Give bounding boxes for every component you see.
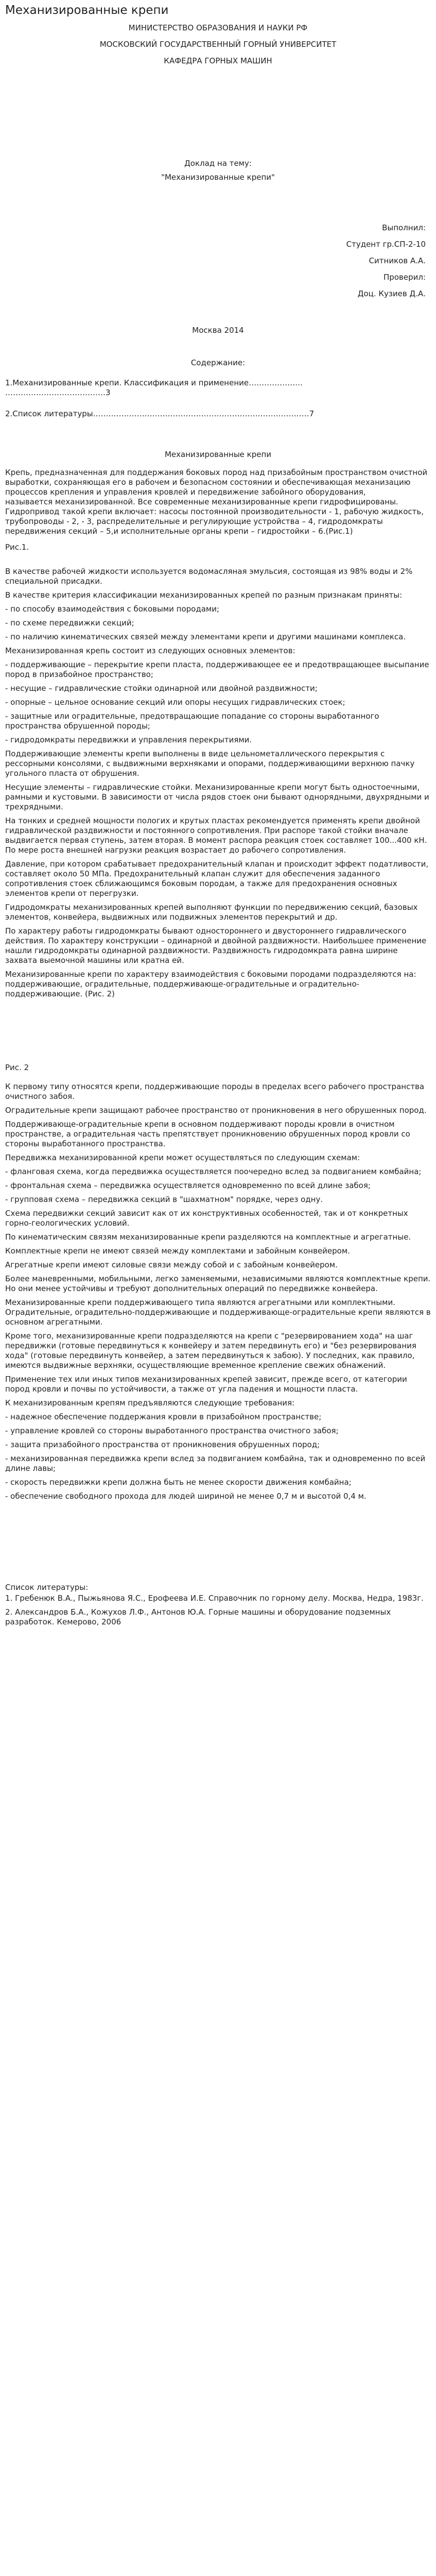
section-body-1 (5, 468, 431, 536)
section-title: Механизированные крепи (164, 450, 272, 459)
paragraph: Применение тех или иных типов механизированных крепей зависит, прежде всего, от категории пород кровли и почвы по устойчивости, а также от угла падения и мощности пласта. (5, 1375, 407, 1394)
document (5, 3, 431, 1627)
ministry-header (5, 21, 431, 68)
reference-item: 2. Александров Б.А., Кожухов Л.Ф., Антонов Ю.А. Горные машины и оборудование подземных разработок. Кемерово, 2006 (5, 1607, 391, 1626)
author-line: Студент гр.СП-2-10 (346, 240, 426, 249)
contents-item: …………………………………3 (5, 388, 111, 397)
paragraph: Механизированные крепи по характеру взаимодействия с боковыми породами подразделяются на: поддерживающие, оградительные, поддерживающе-оградительные и оградительно-поддерживающие. (Рис. 2) (5, 970, 416, 998)
list-item: - защита призабойного пространства от проникновения обрушенных пород; (5, 1440, 320, 1449)
contents-list (5, 378, 431, 419)
section-body-3 (5, 1082, 431, 1501)
figure-1-label: Рис.1. (5, 543, 29, 552)
header-line: МОСКОВСКИЙ ГОСУДАРСТВЕННЫЙ ГОРНЫЙ УНИВЕРСИТЕТ (99, 40, 337, 49)
paragraph: К первому типу относятся крепи, поддерживающие породы в пределах всего рабочего пространства очистного забоя. (5, 1082, 425, 1101)
header-line: МИНИСТЕРСТВО ОБРАЗОВАНИЯ И НАУКИ РФ (128, 23, 308, 32)
paragraph: Оградительные крепи защищают рабочее пространство от проникновения в него обрушенных пород. (5, 1106, 427, 1115)
paragraph: По кинематическим связям механизированные крепи разделяются на комплектные и агрегатные. (5, 1232, 411, 1242)
list-item: - фланговая схема, когда передвижка осуществляется поочередно вслед за подвиганием комбайна; (5, 1167, 422, 1176)
list-item: - управление кровлей со стороны выработанного пространства очистного забоя; (5, 1426, 339, 1435)
paragraph: Более маневренными, мобильными, легко заменяемыми, независимыми являются комплектные крепи. Но они менее устойчивы и требуют дополнительных операций по передвижке конвейера. (5, 1274, 431, 1293)
paragraph: называется механизированной. Все современные механизированные крепи гидрофицированы. Гидропривод такой крепи включает: насосы постоянной производительности - 1, рабочую жидкость, трубопроводы - 2, - 3, распределительные и регулирующие устройства – 4, гидродомкраты передвижения секций – 5,и исполнительные органы крепи – гидростойки – 6.(Рис.1) (5, 497, 424, 536)
paragraph: Поддерживающе-оградительные крепи в основном поддерживают породы кровли в очистном пространстве, а оградительная часть препятствует проникновению обрушенных пород кровли со стороны выработанного пространства. (5, 1120, 410, 1148)
paragraph: Механизированные крепи поддерживающего типа являются агрегатными или комплектными. Оградительные, оградительно-поддерживающие и поддерживающе-оградительные крепи являются в основном агрегатными. (5, 1298, 431, 1327)
list-item: - фронтальная схема – передвижка осуществляется одновременно по всей длине забоя; (5, 1181, 371, 1190)
list-item: - по наличию кинематических связей между элементами крепи и другими машинами комплекса. (5, 632, 406, 641)
paragraph: В качестве рабочей жидкости используется водомасляная эмульсия, состоящая из 98% воды и 2% специальной присадки. (5, 567, 413, 586)
paragraph: В качестве критерия классификации механизированных крепей по разным признакам приняты: (5, 590, 403, 600)
list-item: - по схеме передвижки секций; (5, 618, 134, 628)
paragraph: По характеру работы гидродомкраты бывают одностороннего и двустороннего гидравлического действия. По характеру конструкции – одинарной и двойной раздвижности. Наибольшее применение нашли гидродомкраты одинарной раздвижности. Раздвижность гидродомкрата равна ширине захвата выемочной машины или кратна ей. (5, 926, 427, 965)
references-list (5, 1594, 431, 1627)
paragraph: На тонких и средней мощности пологих и крутых пластах рекомендуется применять крепи двойной гидравлической раздвижности и постоянного сопротивления. При распоре такой стойки вначале выдвигается первая ступень, затем вторая. В момент распора реакция стоек составляет 100...400 кН. По мере роста внешней нагрузки реакция возрастает до рабочего сопротивления. (5, 816, 427, 855)
list-item: - скорость передвижки крепи должна быть не менее скорости движения комбайна; (5, 1478, 352, 1487)
author-line: Ситников А.А. (369, 256, 426, 265)
list-item: - по способу взаимодействия с боковыми породами; (5, 604, 220, 614)
author-block (5, 219, 431, 302)
paragraph: Крепь, предназначенная для поддержания боковых пород над призабойным пространством очистной выработки, сохраняющая его в рабочем и безопасном состоянии и обеспечивающая механизацию процессов крепления и управления кровлей и передвижение забойного оборудования, (5, 468, 428, 497)
paragraph: Кроме того, механизированные крепи подразделяются на крепи с "резервированием хода" на шаг передвижки (готовые передвинуться к конвейеру и затем передвинуть его) и "без резервирования хода" (готовые передвинуть конвейер, а затем передвинуться к забою). У последних, как правило, имеются выдвижные верхняки, осуществляющие временное крепление свежих обнажений. (5, 1331, 416, 1370)
list-item: - защитные или оградительные, предотвращающие попадание со стороны выработанного пространства обрушенной породы; (5, 711, 379, 731)
paragraph: Передвижка механизированной крепи может осуществляться по следующим схемам: (5, 1153, 360, 1162)
contents-title: Содержание: (190, 358, 246, 367)
report-line: "Механизированные крепи" (161, 173, 275, 182)
paragraph: Схема передвижки секций зависит как от их конструктивных особенностей, так и от конкретных горно-геологических условий. (5, 1209, 408, 1228)
paragraph: Давление, при котором срабатывает предохранительный клапан и происходит эффект податливости, составляет около 50 МПа. Предохранительный клапан служит для обеспечения заданного сопротивления стоек сближающимся боковым породам, а также для предохранения основных элементов крепи от перегрузки. (5, 859, 429, 898)
contents-item: 2.Список литературы…………………………………………………………………………7 (5, 409, 315, 418)
section-body-2 (5, 567, 431, 999)
paragraph: Механизированная крепь состоит из следующих основных элементов: (5, 646, 295, 655)
list-item: - механизированная передвижка крепи вслед за подвиганием комбайна, так и одновременно по всей длине лавы; (5, 1454, 426, 1473)
paragraph: Агрегатные крепи имеют силовые связи между собой и с забойным конвейером. (5, 1260, 338, 1269)
header-line: КАФЕДРА ГОРНЫХ МАШИН (164, 56, 272, 65)
author-line: Выполнил: (382, 223, 426, 232)
city-year: Москва 2014 (192, 326, 244, 335)
list-item: - несущие – гидравлические стойки одинарной или двойной раздвижности; (5, 684, 318, 693)
list-item: - гидродомкраты передвижки и управления перекрытиями. (5, 735, 252, 744)
list-item: - групповая схема – передвижка секций в "шахматном" порядке, через одну. (5, 1195, 323, 1204)
paragraph: Несущие элементы – гидравлические стойки. Механизированные крепи могут быть одностоечными, рамными и кустовыми. В зависимости от числа рядов стоек они бывают однорядными, двухрядными и трехрядными. (5, 783, 429, 811)
report-line: Доклад на тему: (184, 159, 252, 168)
list-item: - надежное обеспечение поддержания кровли в призабойном пространстве; (5, 1412, 322, 1421)
reference-item: 1. Гребенюк В.А., Пыжьянова Я.С., Ерофеева И.Е. Справочник по горному делу. Москва, Недра, 1983г. (5, 1594, 424, 1603)
author-line: Проверил: (383, 273, 426, 282)
list-item: - опорные – цельное основание секций или опоры несущих гидравлических стоек; (5, 698, 345, 707)
paragraph: Поддерживающие элементы крепи выполнены в виде цельнометаллического перекрытия с рессорными консолями, с выдвижными верхняками и опорами, поддерживающими верхнюю пачку угольного пласта от обрушения. (5, 749, 415, 778)
figure-2-label: Рис. 2 (5, 1063, 29, 1072)
list-item: - поддерживающие – перекрытие крепи пласта, поддерживающее ее и предотвращающее высыпание пород в призабойное пространство; (5, 660, 429, 679)
report-topic (5, 155, 431, 182)
paragraph: Гидродомкраты механизированных крепей выполняют функции по передвижению секций, базовых элементов, конвейера, выдвижных или подвижных элементов перекрытий и др. (5, 903, 418, 922)
paragraph: К механизированным крепям предъявляются следующие требования: (5, 1398, 295, 1408)
author-line: Доц. Кузиев Д.А. (357, 289, 426, 298)
document-title: Механизированные крепи (5, 4, 169, 17)
references-title: Список литературы: (5, 1583, 89, 1592)
paragraph: Комплектные крепи не имеют связей между комплектами и забойным конвейером. (5, 1246, 350, 1256)
list-item: - обеспечение свободного прохода для людей шириной не менее 0,7 м и высотой 0,4 м. (5, 1492, 367, 1501)
contents-item: 1.Механизированные крепи. Классификация и применение………………… (5, 378, 303, 387)
